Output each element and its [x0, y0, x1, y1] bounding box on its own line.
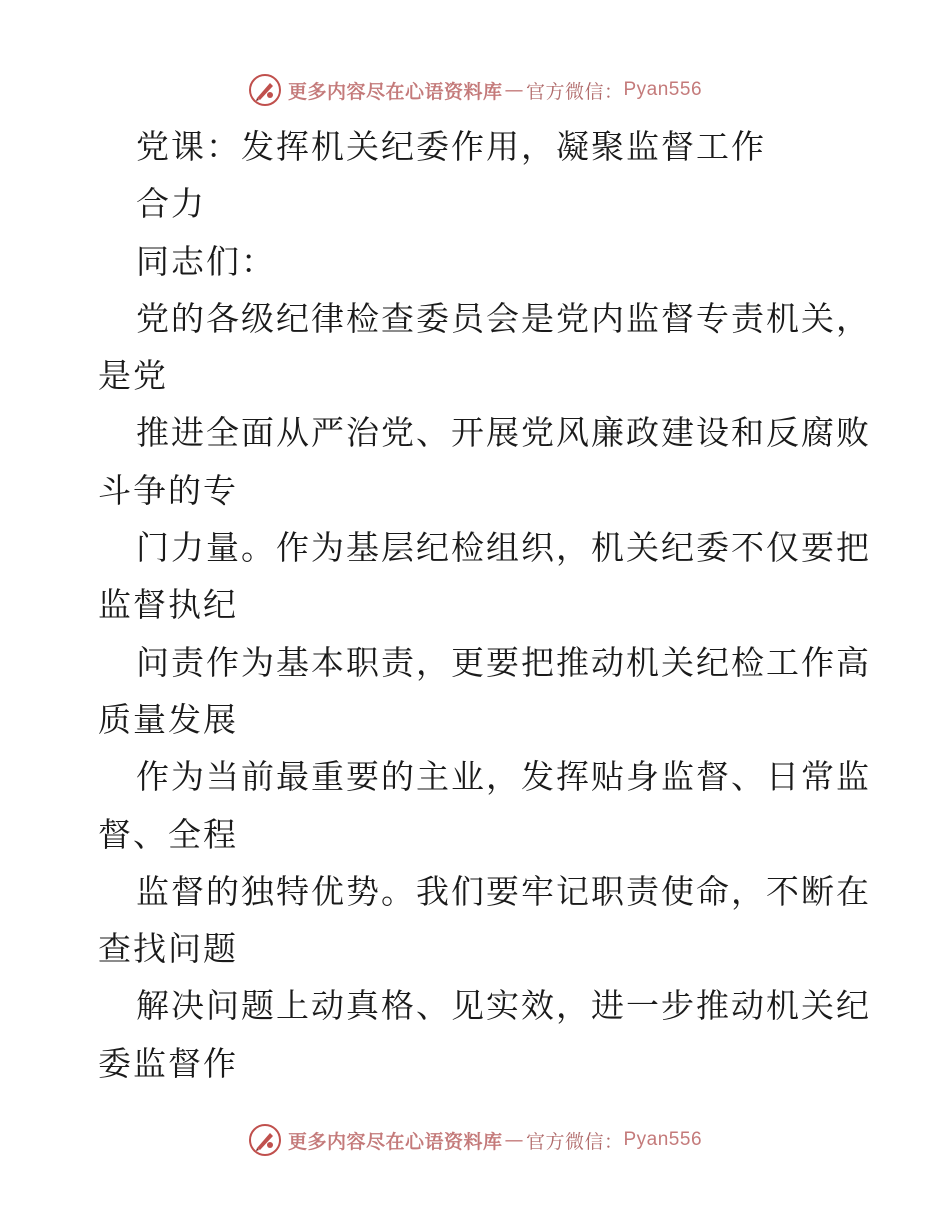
- document-text-line: 质量发展: [98, 699, 238, 739]
- document-text-line: 合力: [136, 184, 206, 224]
- document-text-line: 解决问题上动真格、见实效，进一步推动机关纪: [136, 986, 871, 1026]
- banner-dash: —: [504, 1129, 524, 1151]
- document-text-line: 作为当前最重要的主业，发挥贴身监督、日常监: [136, 757, 871, 797]
- banner-handle: Pyan556: [623, 79, 703, 100]
- document-text-line: 监督执纪: [98, 585, 238, 625]
- banner-dash: —: [504, 79, 524, 101]
- header-watermark-banner: [0, 70, 950, 110]
- document-text-line: 督、全程: [98, 814, 238, 854]
- banner-brand-text: 更多内容尽在心语资料库: [287, 1130, 503, 1153]
- document-text-line: 查找问题: [98, 929, 238, 969]
- document-text-line: 斗争的专: [98, 470, 238, 510]
- footer-watermark-banner: [0, 1120, 950, 1160]
- pen-logo-icon: [248, 1123, 282, 1157]
- banner-handle: Pyan556: [623, 1129, 703, 1150]
- document-text-line: 党的各级纪律检查委员会是党内监督专责机关，: [136, 298, 871, 338]
- banner-label: 官方微信：: [525, 1130, 624, 1153]
- document-text-line: 委监督作: [98, 1043, 238, 1083]
- document-text-line: 门力量。作为基层纪检组织，机关纪委不仅要把: [136, 528, 871, 568]
- pen-logo-icon: [248, 73, 282, 107]
- document-text-line: 推进全面从严治党、开展党风廉政建设和反腐败: [136, 413, 871, 453]
- document-text-line: 是党: [98, 356, 168, 396]
- document-text-line: 问责作为基本职责，更要把推动机关纪检工作高: [136, 642, 871, 682]
- document-text-line: 监督的独特优势。我们要牢记职责使命，不断在: [136, 871, 871, 911]
- banner-brand-text: 更多内容尽在心语资料库: [287, 80, 503, 103]
- document-text-line: 同志们：: [136, 241, 276, 281]
- document-title-line: 党课：发挥机关纪委作用，凝聚监督工作: [136, 127, 766, 166]
- document-body: [98, 118, 871, 1092]
- banner-label: 官方微信：: [525, 80, 624, 103]
